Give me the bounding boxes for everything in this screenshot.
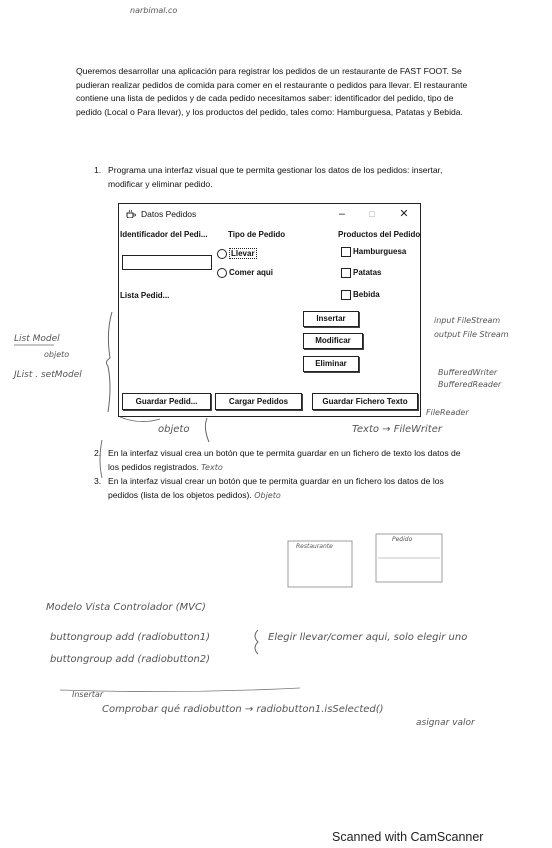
annotation-file-reader: FileReader: [426, 408, 469, 417]
annotation-objeto-bottom: objeto: [158, 424, 190, 435]
annotation-texto-filewriter: Texto → FileWriter: [352, 424, 442, 435]
pedidos-list[interactable]: [121, 304, 297, 388]
llevar-radio[interactable]: [217, 249, 227, 259]
bebida-label: Bebida: [353, 290, 380, 299]
sketch-pedido-label: Pedido: [392, 536, 413, 543]
hamburguesa-label: Hamburguesa: [353, 247, 407, 256]
patatas-checkbox[interactable]: [341, 268, 351, 278]
annotation-objeto-left: objeto: [44, 350, 70, 359]
maximize-button[interactable]: □: [369, 209, 375, 219]
annotation-input-filestream: input FileStream: [434, 316, 501, 325]
item-3-text: En la interfaz visual crear un botón que te permita guardar en un fichero los datos de los pedidos (lista de los objetos pedidos).: [108, 476, 444, 500]
handwritten-top-note: narbimal.co: [130, 6, 178, 15]
guardar-pedidos-button[interactable]: Guardar Pedid...: [122, 393, 211, 410]
datos-pedidos-window: [118, 203, 421, 417]
sketch-restaurante-label: Restaurante: [296, 543, 333, 550]
annotation-asignar: asignar valor: [416, 718, 475, 728]
camscanner-footer: Scanned with CamScanner: [332, 830, 484, 844]
annotation-insertar: Insertar: [72, 690, 104, 699]
close-button[interactable]: ✕: [399, 208, 409, 220]
annotation-buttongroup-1: buttongroup add (radiobutton1): [50, 632, 211, 643]
minimize-button[interactable]: –: [338, 208, 346, 220]
intro-paragraph: Queremos desarrollar una aplicación para registrar los pedidos de un restaurante de FAST FOOT. Se pudieran realizar pedidos de comida para comer en el restaurante o pedidos para llevar. El restaurante contiene una lista de pedidos y de cada pedido necesitamos saber: identificador del pedido, tipo de pedido (Local o Para llevar), y los productos del pedido, tales como: Hamburguesa, Patatas y Bebida.: [76, 66, 468, 117]
annotation-buffered-reader: BufferedReader: [438, 380, 502, 389]
item-3-note: Objeto: [254, 490, 281, 500]
modificar-button[interactable]: Modificar: [303, 333, 363, 349]
bebida-checkbox[interactable]: [341, 290, 351, 300]
item-text: [108, 475, 470, 502]
item-number: 1.: [94, 165, 102, 175]
comer-aqui-label: Comer aqui: [229, 268, 274, 277]
id-label: Identificador del Pedi...: [120, 230, 208, 239]
item-text: [108, 447, 470, 474]
annotation-comprobar: Comprobar qué radiobutton → radiobutton1.isSelected(): [102, 704, 384, 715]
tipo-label: Tipo de Pedido: [228, 230, 286, 239]
llevar-label: Llevar: [231, 249, 255, 258]
window-title: Datos Pedidos: [141, 209, 197, 219]
productos-label: Productos del Pedido: [338, 230, 420, 239]
annotation-buffered-writer: BufferedWriter: [438, 368, 498, 377]
comer-aqui-radio[interactable]: [217, 268, 227, 278]
annotation-jlist: JList . setModel: [14, 370, 82, 380]
annotation-output-filestream: output File Stream: [434, 330, 509, 339]
annotation-mvc: Modelo Vista Controlador (MVC): [46, 602, 206, 613]
guardar-fichero-texto-button[interactable]: Guardar Fichero Texto: [312, 393, 418, 410]
item-2-text: En la interfaz visual crea un botón que te permita guardar en un fichero de texto los datos de los pedidos registrados.: [108, 448, 461, 472]
productos-label-clip: [337, 228, 420, 242]
patatas-label: Patatas: [353, 268, 382, 277]
annotation-elegir: Elegir llevar/comer aqui, solo elegir uno: [268, 632, 468, 643]
annotation-list-model: List Model: [14, 334, 60, 344]
item-number: 2.: [94, 448, 102, 458]
item-text: Programa una interfaz visual que te permita gestionar los datos de los pedidos: insertar, modificar y eliminar pedido.: [108, 165, 443, 189]
insertar-button[interactable]: Insertar: [303, 311, 359, 327]
id-input[interactable]: [122, 255, 212, 270]
cargar-pedidos-button[interactable]: Cargar Pedidos: [215, 393, 302, 410]
java-cup-icon: [126, 209, 136, 218]
hamburguesa-checkbox[interactable]: [341, 247, 351, 257]
annotation-buttongroup-2: buttongroup add (radiobutton2): [50, 654, 211, 665]
item-number: 3.: [94, 476, 102, 486]
item-2-note: Texto: [201, 462, 223, 472]
eliminar-button[interactable]: Eliminar: [303, 356, 359, 372]
lista-pedidos-label: Lista Pedid...: [120, 291, 170, 300]
window-titlebar: [119, 204, 420, 224]
